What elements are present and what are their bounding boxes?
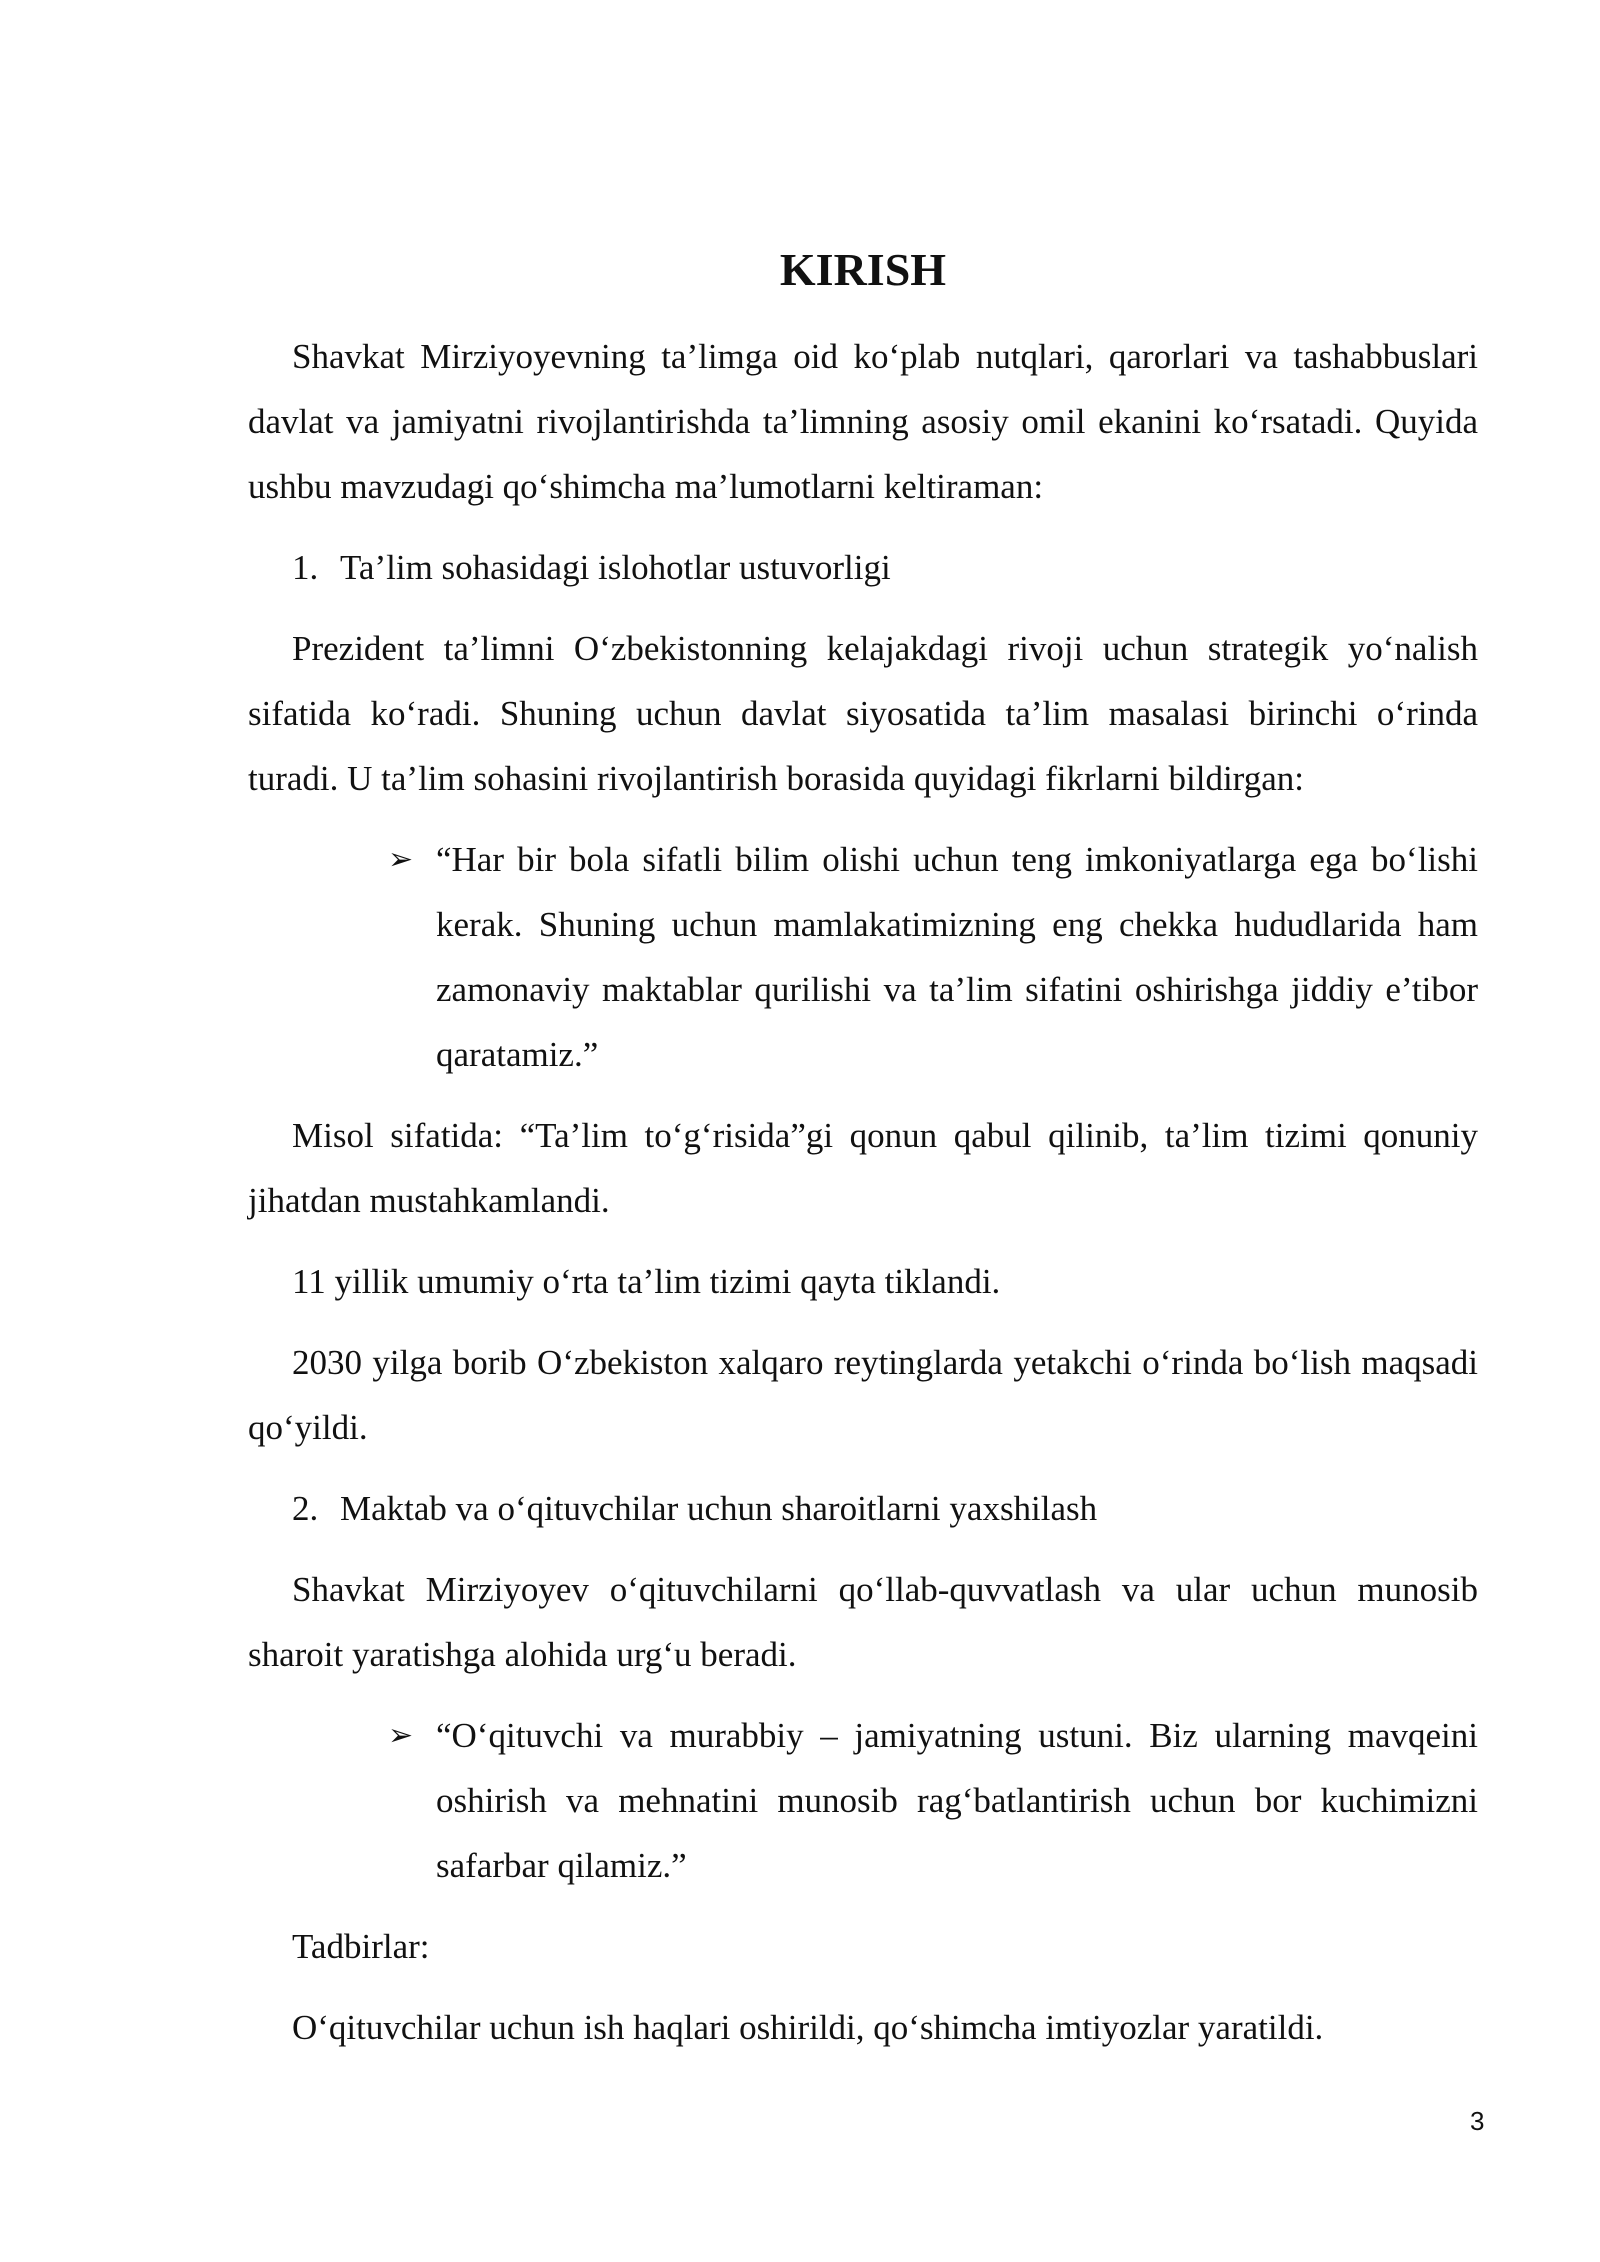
section-2-number: 2. <box>292 1489 319 1528</box>
section-1-quote <box>248 827 1478 1087</box>
section-2-event-1: Oʻqituvchilar uchun ish haqlari oshirildi, qoʻshimcha imtiyozlar yaratildi. <box>292 2008 1324 2047</box>
page-content <box>248 240 1478 2076</box>
section-1-example: Misol sifatida: “Ta’lim toʻgʻrisida”gi qonun qabul qilinib, ta’lim tizimi qonuniy jihatdan mustahkamlandi. <box>248 1116 1478 1220</box>
section-1-heading-text: Ta’lim sohasidagi islohotlar ustuvorligi <box>340 548 891 587</box>
arrowhead-bullet-icon: ➢ <box>388 1718 414 1753</box>
section-1-heading <box>248 535 1478 600</box>
section-1-paragraph: Prezident ta’limni Oʻzbekistonning kelajakdagi rivoji uchun strategik yoʻnalish sifatida koʻradi. Shuning uchun davlat siyosatida ta’lim masalasi birinchi oʻrinda turadi. U ta’lim sohasini rivojlantirish borasida quyidagi fikrlarni bildirgan: <box>248 629 1478 798</box>
arrowhead-bullet-icon: ➢ <box>388 842 414 877</box>
intro-paragraph: Shavkat Mirziyoyevning ta’limga oid koʻplab nutqlari, qarorlari va tashabbuslari davlat va jamiyatni rivojlantirishda ta’limning asosiy omil ekanini koʻrsatadi. Quyida ushbu mavzudagi qoʻshimcha ma’lumotlarni keltiraman: <box>248 337 1478 506</box>
section-2-heading <box>248 1476 1478 1541</box>
section-2-quote-text: “Oʻqituvchi va murabbiy – jamiyatning ustuni. Biz ularning mavqeini oshirish va mehnatini munosib ragʻbatlantirish uchun bor kuchimizni safarbar qilamiz.” <box>436 1716 1478 1885</box>
section-1-number: 1. <box>292 548 319 587</box>
section-1-fact-2: 2030 yilga borib Oʻzbekiston xalqaro reytinglarda yetakchi oʻrinda boʻlish maqsadi qoʻyildi. <box>248 1343 1478 1447</box>
section-1-fact-1: 11 yillik umumiy oʻrta ta’lim tizimi qayta tiklandi. <box>292 1262 1001 1301</box>
section-2-events-label: Tadbirlar: <box>292 1927 430 1966</box>
section-2-paragraph: Shavkat Mirziyoyev oʻqituvchilarni qoʻllab-quvvatlash va ular uchun munosib sharoit yaratishga alohida urgʻu beradi. <box>248 1570 1478 1674</box>
page-title: KIRISH <box>779 244 947 295</box>
section-2-quote <box>248 1703 1478 1898</box>
section-2-heading-text: Maktab va oʻqituvchilar uchun sharoitlarni yaxshilash <box>340 1489 1098 1528</box>
page-number: 3 <box>1470 2106 1485 2136</box>
section-1-quote-text: “Har bir bola sifatli bilim olishi uchun teng imkoniyatlarga ega boʻlishi kerak. Shuning uchun mamlakatimizning eng chekka hududlarida ham zamonaviy maktablar qurilishi va ta’lim sifatini oshirishga jiddiy e’tibor qaratamiz.” <box>436 840 1478 1074</box>
